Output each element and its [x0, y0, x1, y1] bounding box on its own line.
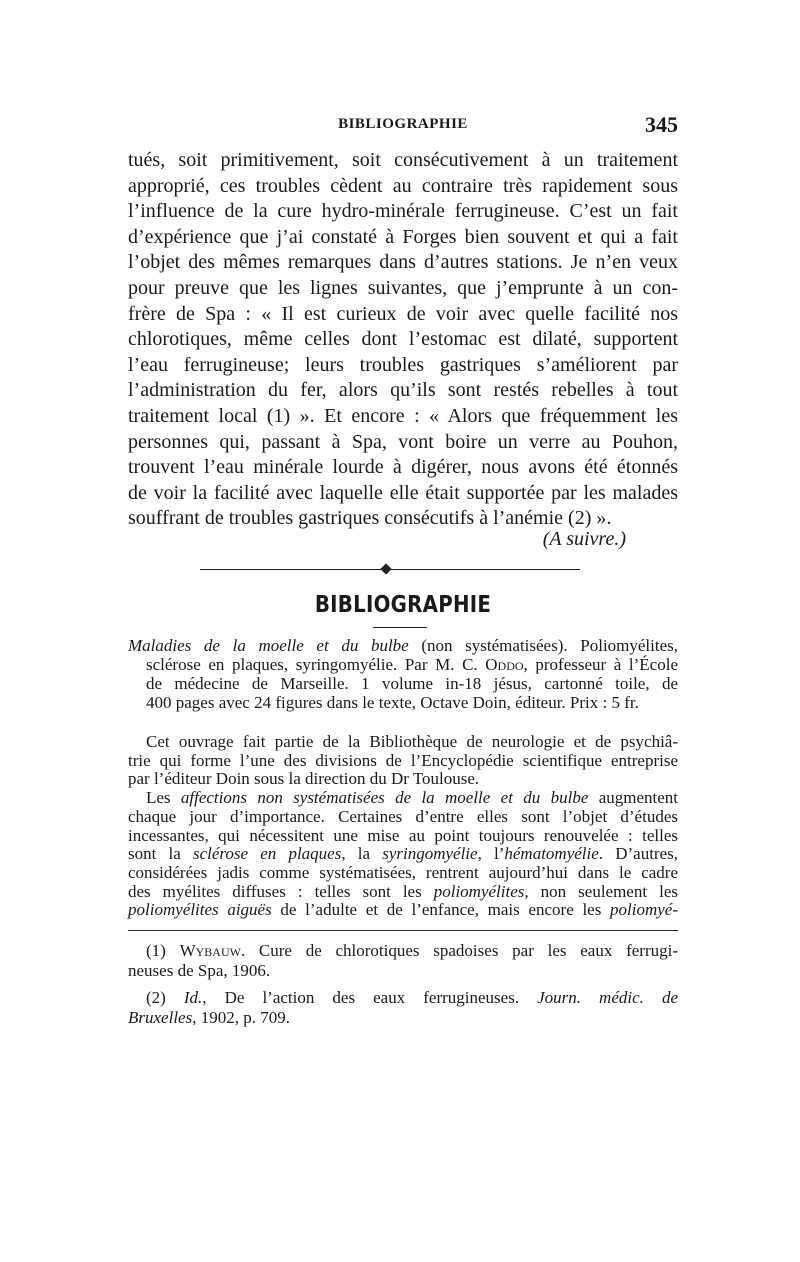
body-line: approprié, ces troubles cèdent au contraire très rapidement sous: [128, 174, 678, 197]
reference-line: de médecine de Marseille. 1 volume in-18 jésus, cartonné toile, de: [146, 674, 678, 693]
review-text-run: de l’adulte et de l’enfance, mais encore les: [271, 900, 611, 920]
review-italic-run: poliomyélites: [433, 881, 525, 901]
book-title: Maladies de la moelle et du bulbe: [128, 636, 409, 655]
footnote-text: , 1902, p. 709.: [192, 1007, 290, 1027]
reference-text: sclérose en plaques, syringomyélie. Par M. C.: [146, 655, 486, 674]
review-italic-run: affections non systématisées de la moelle et du bulbe: [180, 788, 589, 808]
body-line: l’influence de la cure hydro-minérale ferrugineuse. C’est un fait: [128, 200, 678, 223]
review-line: incessantes, qui nécessitent une mise au point toujours renouvelée : telles: [128, 825, 678, 845]
body-line: frère de Spa : « Il est curieux de voir avec quelle facilité nos: [128, 302, 678, 325]
review-line: chaque jour d’importance. Certaines d’entre elles sont l’objet d’études: [128, 806, 678, 826]
review-text-run: . D’autres,: [598, 844, 678, 864]
footnote-italic: Id.: [183, 988, 203, 1007]
review-line: Cet ouvrage fait partie de la Bibliothèque de neurologie et de psychiâ-: [146, 732, 678, 751]
body-line: traitement local (1) ». Et encore : « Alors que fréquemment les: [128, 404, 678, 427]
review-text-run: Les: [146, 788, 181, 808]
review-line: [128, 845, 678, 864]
body-line: pour preuve que les lignes suivantes, que j’emprunte à un con-: [128, 276, 678, 299]
footnote-rule: [128, 930, 678, 931]
review-line: [128, 901, 678, 920]
body-line: tués, soit primitivement, soit consécutivement à un traitement: [128, 149, 678, 171]
page-header: [128, 112, 678, 138]
running-head: BIBLIOGRAPHIE: [338, 116, 468, 132]
book-author: Oddo: [485, 655, 524, 674]
review-text-run: sont la: [128, 844, 193, 864]
footnote-text: . Cure de chlorotiques spadoises par les eaux ferrugi-: [240, 941, 678, 960]
section-separator: [200, 565, 580, 573]
footnote-1: [128, 941, 678, 961]
reference-line: 400 pages avec 24 figures dans le texte, Octave Doin, éditeur. Prix : 5 fr.: [146, 693, 639, 712]
footnote-1-cont: neuses de Spa, 1906.: [128, 960, 271, 980]
reference-line: [128, 636, 678, 655]
review-italic-run: poliomyé-: [610, 900, 679, 920]
footnote-text: (2): [146, 988, 184, 1007]
review-italic-run: poliomyélites aiguës: [128, 900, 272, 920]
footnote-gap: [128, 980, 678, 988]
review-line: [128, 789, 678, 808]
review-text-run: des myélites diffuses : telles sont les: [128, 881, 434, 901]
review-italic-run: hématomyélie: [504, 844, 599, 864]
book-reference: [128, 636, 678, 712]
page-number: 345: [645, 112, 678, 137]
body-line: l’administration du fer, alors qu’ils sont restés rebelles à tout: [128, 379, 678, 402]
footnote-author: Wybauw: [179, 941, 241, 960]
review-line: par l’éditeur Doin sous la direction du Dr Toulouse.: [128, 769, 480, 789]
review-text-run: augmentent: [588, 788, 679, 808]
review-text-run: , l’: [477, 844, 505, 864]
body-line: de voir la facilité avec laquelle elle était supportée par les malades: [128, 481, 678, 504]
review-line: [128, 883, 678, 902]
review-line: trie qui forme l’une des divisions de l’Encyclopédie scientifique entreprise: [128, 750, 678, 770]
separator-diamond-icon: [380, 563, 391, 574]
reference-text: , professeur à l’École: [523, 655, 678, 674]
reference-text: (non systématisées). Poliomyélites,: [408, 636, 679, 655]
review-italic-run: sclérose en plaques: [192, 844, 342, 864]
footnote-text: , De l’action des eaux ferrugineuses.: [202, 988, 538, 1007]
body-line: l’objet des mêmes remarques dans d’autres stations. Je n’en veux: [128, 251, 678, 274]
footnote-2: [128, 988, 678, 1008]
review-text: [128, 733, 678, 920]
footnote-italic: Bruxelles: [128, 1007, 193, 1027]
body-paragraph: [128, 148, 678, 532]
body-line: d’expérience que j’ai constaté à Forges bien souvent et qui a fait: [128, 225, 678, 248]
continued-note: (A suivre.): [542, 528, 626, 550]
review-italic-run: syringomyélie: [382, 844, 478, 864]
review-line: considérées jadis comme systématisées, rentrent aujourd’hui dans le cadre: [128, 862, 678, 882]
footnote-2-cont: [128, 1008, 678, 1028]
footnotes: [128, 941, 678, 1027]
footnote-text: (1): [146, 941, 180, 960]
reference-line: [128, 655, 678, 674]
review-text-run: , la: [341, 844, 383, 864]
body-line: chlorotiques, même celles dont l’estomac est dilaté, supportent: [128, 328, 678, 351]
title-rule: [373, 627, 427, 628]
body-line: souffrant de troubles gastriques consécutifs à l’anémie (2) ».: [128, 507, 612, 530]
section-title: BIBLIOGRAPHIE: [314, 592, 492, 618]
body-line: l’eau ferrugineuse; leurs troubles gastriques s’améliorent par: [128, 353, 678, 376]
body-line: trouvent l’eau minérale lourde à digérer, nous avons été étonnés: [128, 456, 678, 479]
footnote-italic: Journ. médic. de: [537, 988, 678, 1007]
review-text-run: , non seulement les: [524, 881, 678, 901]
body-line: personnes qui, passant à Spa, vont boire un verre au Pouhon,: [128, 430, 678, 453]
